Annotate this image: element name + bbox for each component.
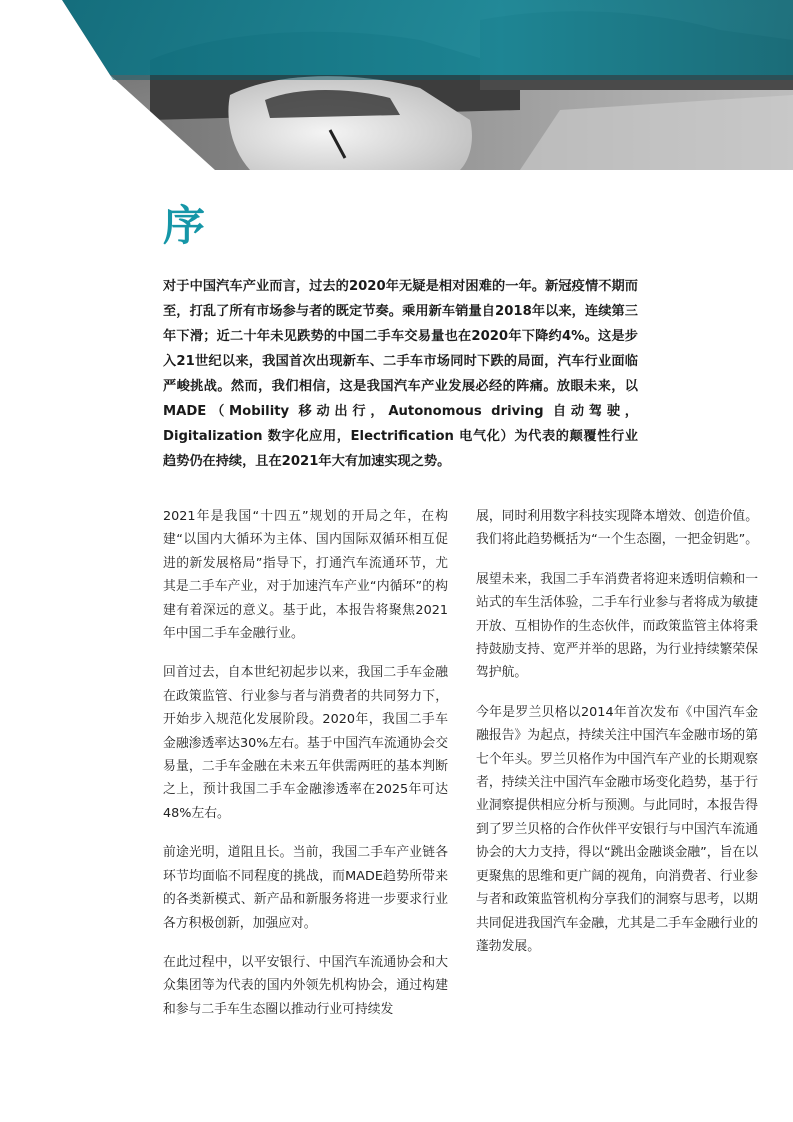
left-paragraph-3: 前途光明，道阻且长。当前，我国二手车产业链各环节均面临不同程度的挑战，而MADE趋势所带来的各类新模式、新产品和新服务将进一步要求行业各方积极创新，加强应对。 [163, 845, 448, 931]
right-paragraph-1: 展，同时利用数字科技实现降本增效、创造价值。我们将此趋势概括为“一个生态圈，一把金钥匙”。 [476, 509, 758, 548]
right-paragraph-2: 展望未来，我国二手车消费者将迎来透明信赖和一站式的车生活体验，二手车行业参与者将成为敏捷开放、互相协作的生态伙伴，而政策监管主体将秉持鼓励支持、宽严并举的思路，为行业持续繁荣保驾护航。 [476, 571, 758, 681]
section-title: 序 [163, 201, 206, 250]
left-paragraph-1: 2021年是我国“十四五”规划的开局之年，在构建“以国内大循环为主体、国内国际双循环相互促进的新发展格局”指导下，打通汽车流通环节，尤其是二手车产业，对于加速汽车产业“内循环”的构建有着深远的意义。基于此，本报告将聚焦2021年中国二手车金融行业。 [163, 509, 448, 642]
left-column [163, 505, 448, 1037]
left-paragraph-4: 在此过程中，以平安银行、中国汽车流通协会和大众集团等为代表的国内外领先机构协会，通过构建和参与二手车生态圈以推动行业可持续发 [163, 954, 448, 1017]
intro-paragraph [163, 274, 638, 474]
right-paragraph-3: 今年是罗兰贝格以2014年首次发布《中国汽车金融报告》为起点，持续关注中国汽车金融市场的第七个年头。罗兰贝格作为中国汽车产业的长期观察者，持续关注中国汽车金融市场变化趋势，基于行业洞察提供相应分析与预测。与此同时，本报告得到了罗兰贝格的合作伙伴平安银行与中国汽车流通协会的大力支持，得以“跳出金融谈金融”，旨在以更聚焦的思维和更广阔的视角，向消费者、行业参与者和政策监管机构分享我们的洞察与思考，以期共同促进我国汽车金融，尤其是二手车金融行业的蓬勃发展。 [476, 704, 758, 954]
car-photo-illustration [0, 0, 793, 170]
left-paragraph-2: 回首过去，自本世纪初起步以来，我国二手车金融在政策监管、行业参与者与消费者的共同努力下，开始步入规范化发展阶段。2020年，我国二手车金融渗透率达30%左右。基于中国汽车流通协会交易量，二手车金融在未来五年供需两旺的基本判断之上，预计我国二手车金融渗透率在2025年可达48%左右。 [163, 665, 448, 821]
right-column [476, 505, 758, 974]
header-photo [0, 0, 793, 170]
intro-text: 对于中国汽车产业而言，过去的2020年无疑是相对困难的一年。新冠疫情不期而至，打乱了所有市场参与者的既定节奏。乘用新车销量自2018年以来，连续第三年下滑；近二十年未见跌势的中国二手车交易量也在2020年下降约4%。这是步入21世纪以来，我国首次出现新车、二手车市场同时下跌的局面，汽车行业面临严峻挑战。然而，我们相信，这是我国汽车产业发展必经的阵痛。放眼未来，以MADE（Mobility 移动出行，Autonomous driving 自动驾驶，Digitalization 数字化应用，Electrification 电气化）为代表的颠覆性行业趋势仍在持续，且在2021年大有加速实现之势。 [163, 279, 638, 469]
